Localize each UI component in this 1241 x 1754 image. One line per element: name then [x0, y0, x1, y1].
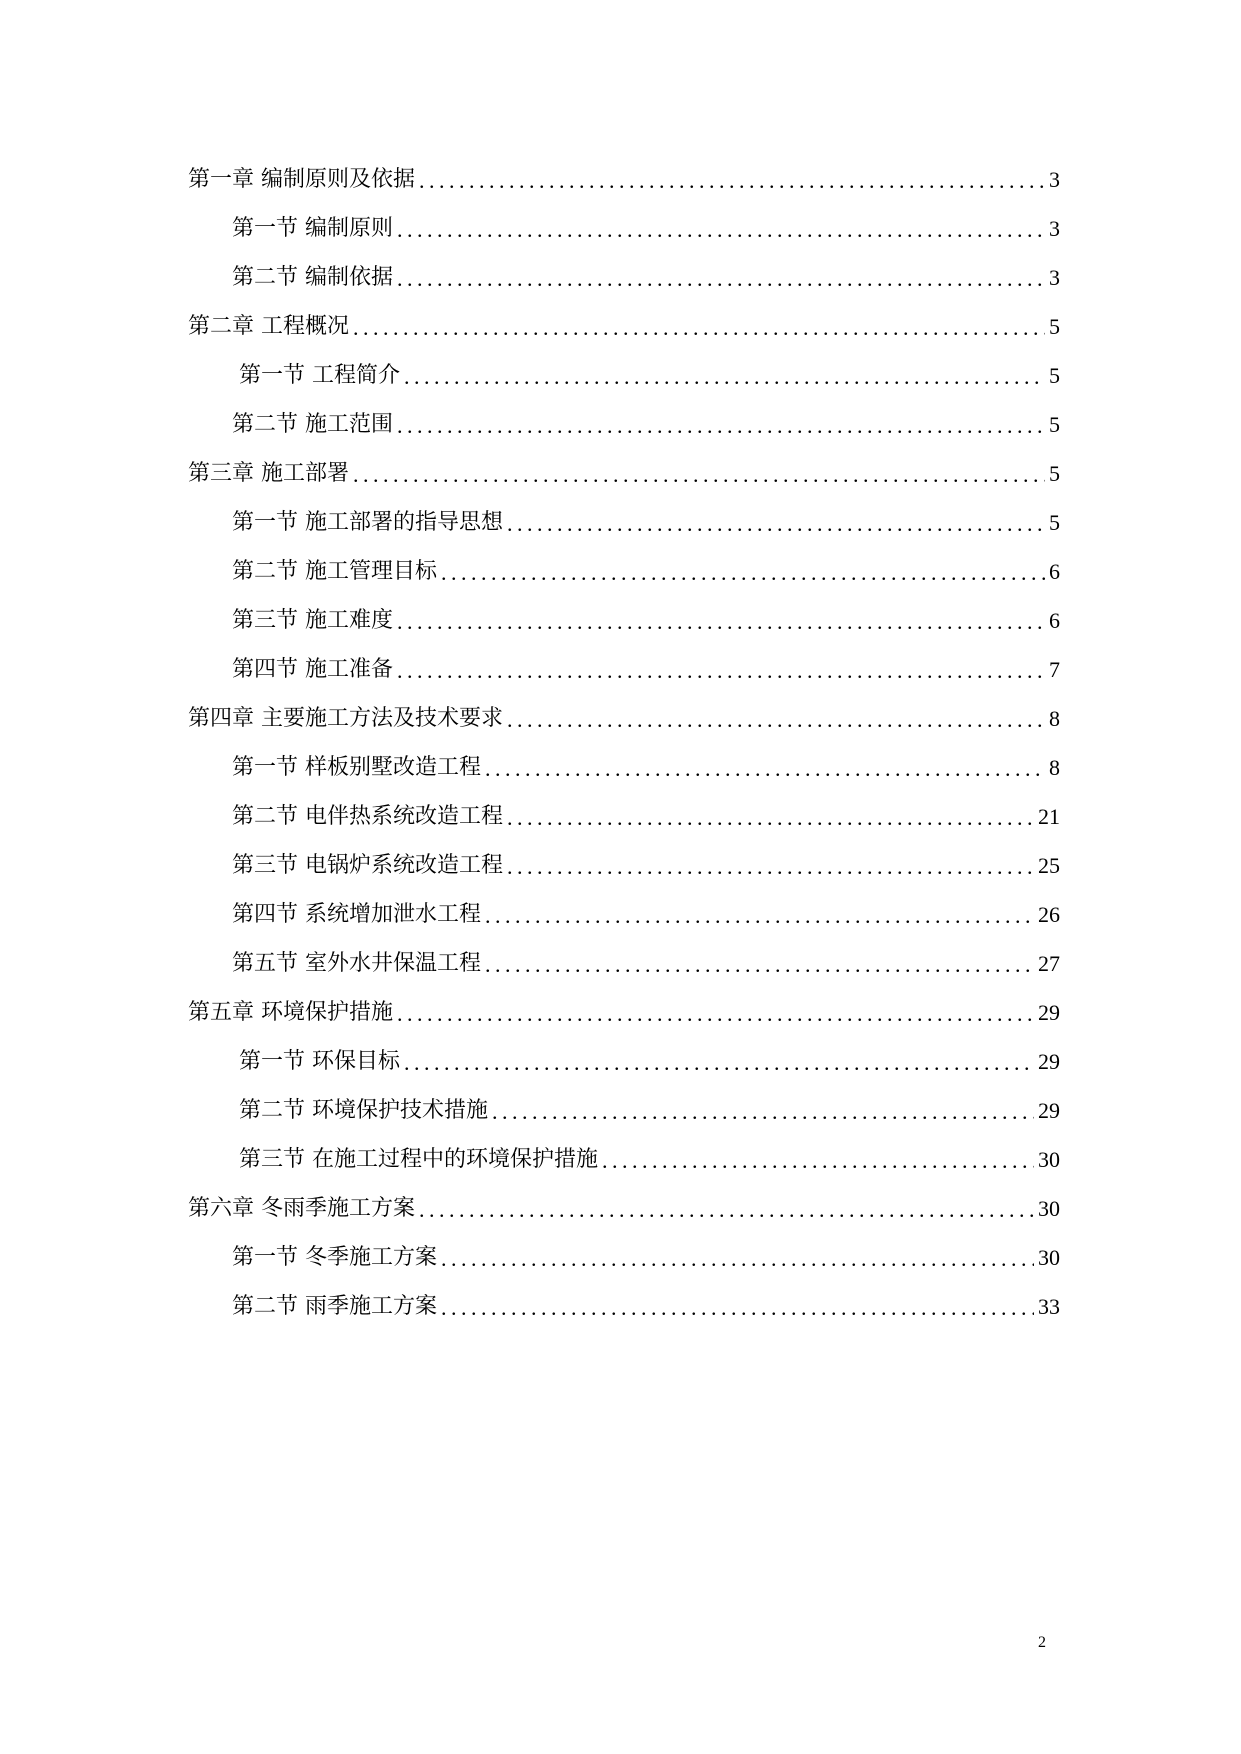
toc-entry-page: 26	[1038, 901, 1060, 927]
toc-dot-leader	[397, 413, 1045, 439]
toc-entry-page: 21	[1038, 803, 1060, 829]
toc-entry-title: 第二节 雨季施工方案	[232, 1293, 437, 1319]
toc-entry-page: 5	[1049, 460, 1060, 486]
toc-entry-title: 第四节 施工准备	[232, 656, 393, 682]
toc-entry-title: 第三章 施工部署	[188, 460, 349, 486]
toc-dot-leader	[419, 1197, 1034, 1223]
toc-entry-page: 7	[1049, 656, 1060, 682]
toc-entry-section[interactable]	[188, 792, 1060, 841]
toc-entry-title: 第一节 样板别墅改造工程	[232, 754, 481, 780]
toc-entry-section[interactable]	[188, 645, 1060, 694]
toc-dot-leader	[602, 1148, 1034, 1174]
toc-entry-title: 第一节 施工部署的指导思想	[232, 509, 503, 535]
toc-entry-title: 第五章 环境保护措施	[188, 999, 393, 1025]
toc-dot-leader	[441, 1295, 1034, 1321]
toc-entry-section[interactable]	[188, 1135, 1060, 1184]
toc-entry-title: 第四章 主要施工方法及技术要求	[188, 705, 503, 731]
toc-entry-title: 第二节 电伴热系统改造工程	[232, 803, 503, 829]
toc-dot-leader	[397, 217, 1045, 243]
toc-entry-page: 3	[1049, 166, 1060, 192]
toc-entry-title: 第二节 施工范围	[232, 411, 393, 437]
toc-dot-leader	[397, 609, 1045, 635]
toc-entry-section[interactable]	[188, 841, 1060, 890]
toc-entry-section[interactable]	[188, 400, 1060, 449]
toc-entry-page: 29	[1038, 1097, 1060, 1123]
toc-entry-title: 第一节 编制原则	[232, 215, 393, 241]
toc-dot-leader	[441, 1246, 1034, 1272]
toc-entry-section[interactable]	[188, 1086, 1060, 1135]
toc-entry-title: 第二节 编制依据	[232, 264, 393, 290]
toc-entry-section[interactable]	[188, 253, 1060, 302]
toc-entry-title: 第一章 编制原则及依据	[188, 166, 415, 192]
toc-entry-title: 第一节 冬季施工方案	[232, 1244, 437, 1270]
toc-dot-leader	[441, 560, 1045, 586]
toc-entry-title: 第三节 电锅炉系统改造工程	[232, 852, 503, 878]
table-of-contents	[188, 155, 1060, 1331]
toc-entry-page: 29	[1038, 999, 1060, 1025]
toc-dot-leader	[507, 707, 1045, 733]
toc-entry-title: 第五节 室外水井保温工程	[232, 950, 481, 976]
toc-dot-leader	[397, 266, 1045, 292]
toc-dot-leader	[507, 854, 1034, 880]
toc-dot-leader	[397, 658, 1045, 684]
toc-entry-section[interactable]	[188, 547, 1060, 596]
toc-entry-page: 27	[1038, 950, 1060, 976]
toc-entry-section[interactable]	[188, 743, 1060, 792]
toc-entry-section[interactable]	[188, 204, 1060, 253]
toc-entry-section[interactable]	[188, 1233, 1060, 1282]
toc-entry-page: 30	[1038, 1195, 1060, 1221]
toc-entry-page: 6	[1049, 607, 1060, 633]
toc-entry-section[interactable]	[188, 351, 1060, 400]
toc-dot-leader	[485, 952, 1034, 978]
toc-entry-section[interactable]	[188, 498, 1060, 547]
toc-dot-leader	[485, 903, 1034, 929]
toc-entry-section[interactable]	[188, 1282, 1060, 1331]
toc-entry-page: 33	[1038, 1293, 1060, 1319]
toc-entry-title: 第三节 施工难度	[232, 607, 393, 633]
toc-entry-title: 第六章 冬雨季施工方案	[188, 1195, 415, 1221]
page-number: 2	[1038, 1634, 1046, 1651]
toc-entry-page: 8	[1049, 754, 1060, 780]
toc-dot-leader	[353, 315, 1045, 341]
toc-entry-title: 第二节 环境保护技术措施	[239, 1097, 488, 1123]
toc-dot-leader	[404, 1050, 1034, 1076]
toc-entry-page: 6	[1049, 558, 1060, 584]
toc-entry-section[interactable]	[188, 1037, 1060, 1086]
toc-dot-leader	[397, 1001, 1034, 1027]
toc-entry-page: 5	[1049, 509, 1060, 535]
toc-entry-title: 第二章 工程概况	[188, 313, 349, 339]
toc-entry-page: 29	[1038, 1048, 1060, 1074]
toc-entry-chapter[interactable]	[188, 302, 1060, 351]
toc-entry-page: 3	[1049, 264, 1060, 290]
toc-entry-page: 3	[1049, 215, 1060, 241]
toc-dot-leader	[404, 364, 1045, 390]
toc-entry-page: 25	[1038, 852, 1060, 878]
toc-entry-title: 第三节 在施工过程中的环境保护措施	[239, 1146, 598, 1172]
toc-entry-title: 第一节 环保目标	[239, 1048, 400, 1074]
toc-entry-section[interactable]	[188, 596, 1060, 645]
toc-entry-chapter[interactable]	[188, 449, 1060, 498]
toc-entry-page: 30	[1038, 1244, 1060, 1270]
toc-entry-page: 8	[1049, 705, 1060, 731]
toc-dot-leader	[507, 805, 1034, 831]
toc-dot-leader	[485, 756, 1045, 782]
toc-entry-chapter[interactable]	[188, 155, 1060, 204]
toc-dot-leader	[353, 462, 1045, 488]
toc-entry-chapter[interactable]	[188, 988, 1060, 1037]
toc-entry-section[interactable]	[188, 890, 1060, 939]
toc-entry-chapter[interactable]	[188, 694, 1060, 743]
toc-entry-page: 30	[1038, 1146, 1060, 1172]
toc-entry-page: 5	[1049, 313, 1060, 339]
toc-entry-title: 第一节 工程简介	[239, 362, 400, 388]
toc-entry-section[interactable]	[188, 939, 1060, 988]
toc-dot-leader	[419, 168, 1045, 194]
toc-entry-page: 5	[1049, 362, 1060, 388]
toc-dot-leader	[492, 1099, 1034, 1125]
toc-entry-title: 第四节 系统增加泄水工程	[232, 901, 481, 927]
toc-entry-page: 5	[1049, 411, 1060, 437]
toc-entry-title: 第二节 施工管理目标	[232, 558, 437, 584]
toc-dot-leader	[507, 511, 1045, 537]
toc-entry-chapter[interactable]	[188, 1184, 1060, 1233]
